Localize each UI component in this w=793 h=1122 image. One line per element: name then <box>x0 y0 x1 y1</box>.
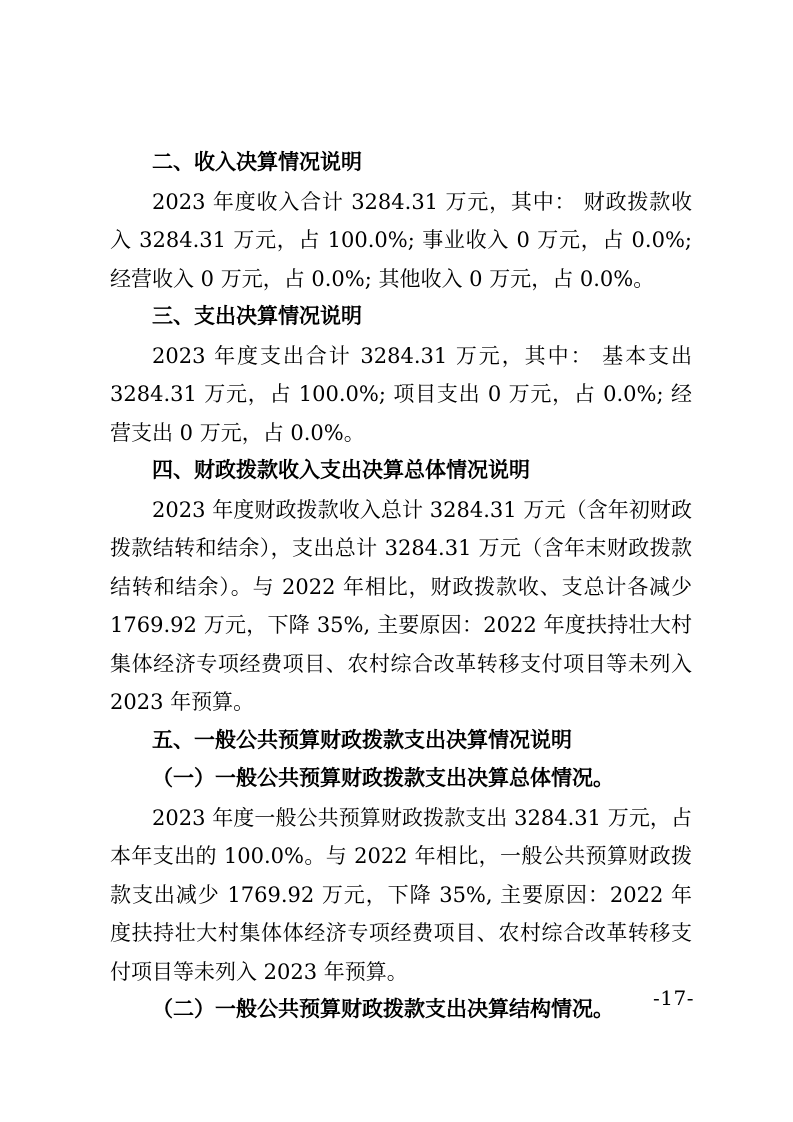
subsection-heading-overall: （一）一般公共预算财政拨款支出决算总体情况。 <box>152 767 614 790</box>
section-heading-fiscal-overview: 四、财政拨款收入支出决算总体情况说明 <box>152 459 530 482</box>
subsection-heading-structure: （二）一般公共预算财政拨款支出决算结构情况。 <box>152 998 614 1021</box>
section-heading-expenditure: 三、支出决算情况说明 <box>152 305 362 328</box>
section-heading-public-budget: 五、一般公共预算财政拨款支出决算情况说明 <box>152 728 572 752</box>
page-number: -17- <box>653 986 694 1010</box>
paragraph-expenditure: 2023 年度支出合计 3284.31 万元，其中： 基本支出 3284.31 万元，占 100.0%; 项目支出 0 万元，占 0.0%; 经营支出 0 万元，占 0.0%。 <box>110 343 692 445</box>
paragraph-income: 2023 年度收入合计 3284.31 万元，其中： 财政拨款收入 3284.31 万元，占 100.0%; 事业收入 0 万元，占 0.0%; 经营收入 0 万元，占 0.0%; 其他收入 0 万元，占 0.0%。 <box>110 189 692 291</box>
document-content <box>110 144 692 1030</box>
paragraph-public-budget-overall: 2023 年度一般公共预算财政拨款支出 3284.31 万元，占本年支出的 100.0%。与 2022 年相比，一般公共预算财政拨款支出减少 1769.92 万元，下降 35%, 主要原因：2022 年度扶持壮大村集体体经济专项经费项目、农村综合改革转移支付项目等未列入 2023 年预算。 <box>110 805 692 984</box>
section-heading-income: 二、收入决算情况说明 <box>152 151 362 174</box>
paragraph-fiscal-overview: 2023 年度财政拨款收入总计 3284.31 万元（含年初财政拨款结转和结余），支出总计 3284.31 万元（含年末财政拨款结转和结余）。与 2022 年相比，财政拨款收、支总计各减少 1769.92 万元，下降 35%, 主要原因：2022 年度扶持壮大村集体经济专项经费项目、农村综合改革转移支付项目等未列入 2023 年预算。 <box>110 497 692 714</box>
